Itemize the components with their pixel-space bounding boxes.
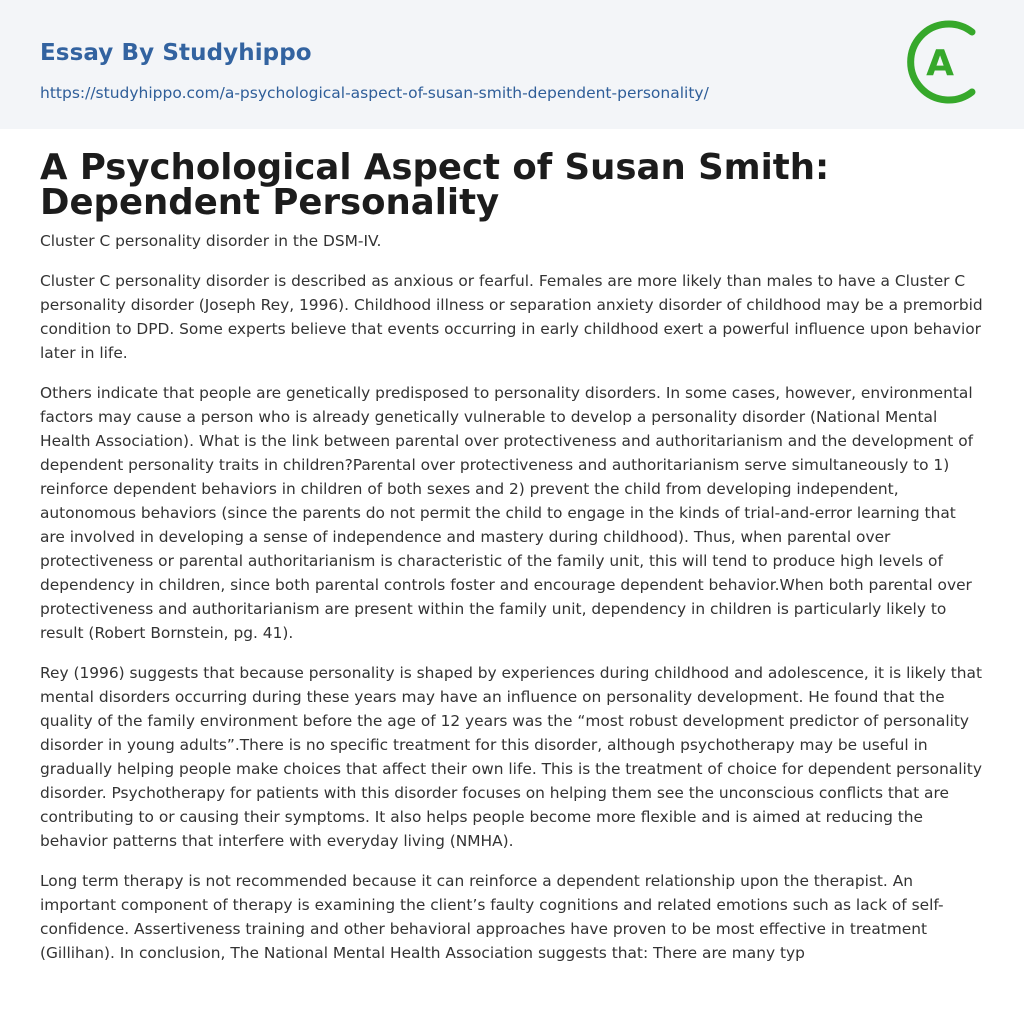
paragraph-1: Cluster C personality disorder in the DSM-IV. [40, 232, 382, 250]
paragraph-2: Cluster C personality disorder is described as anxious or fearful. Females are more likely than males to have a Cluster C personality disorder (Joseph Rey, 1996). Childhood illness or separation anxiety disorder of childhood may be a premorbid condition to DPD. Some experts believe that events occurring in early childhood exert a powerful influence upon behavior later in life. [40, 272, 983, 362]
essay-url-link[interactable]: https://studyhippo.com/a-psychological-aspect-of-susan-smith-dependent-personality/ [40, 84, 709, 102]
paragraph-4: Rey (1996) suggests that because personality is shaped by experiences during childhood and adolescence, it is likely that mental disorders occurring during these years may have an influence on personality development. He found that the quality of the family environment before the age of 12 years was the “most robust development predictor of personality disorder in young adults”.There is no specific treatment for this disorder, although psychotherapy may be useful in gradually helping people make choices that affect their own life. This is the treatment of choice for dependent personality disorder. Psychotherapy for patients with this disorder focuses on helping them see the unconscious conflicts that are contributing to or causing their symptoms. It also helps people become more flexible and is aimed at reducing the behavior patterns that interfere with everyday living (NMHA). [40, 664, 983, 850]
paragraph-5: Long term therapy is not recommended because it can reinforce a dependent relationship upon the therapist. An important component of therapy is examining the client’s faulty cognitions and related emotions such as lack of self-confidence. Assertiveness training and other behavioral approaches have proven to be most effective in treatment (Gillihan). In conclusion, The National Mental Health Association suggests that: There are many typ [40, 872, 944, 962]
page-title: A Psychological Aspect of Susan Smith: Dependent Personality [40, 147, 830, 223]
paragraph-3: Others indicate that people are genetically predisposed to personality disorders. In some cases, however, environmental factors may cause a person who is already genetically vulnerable to develop a personality disorder (National Mental Health Association). What is the link between parental over protectiveness and authoritarianism and the development of dependent personality traits in children?Parental over protectiveness and authoritarianism serve simultaneously to 1) reinforce dependent behaviors in children of both sexes and 2) prevent the child from developing independent, autonomous behaviors (since the parents do not permit the child to engage in the kinds of trial-and-error learning that are involved in developing a sense of independence and mastery during childhood). Thus, when parental over protectiveness or parental authoritarianism is characteristic of the family unit, this will tend to produce high levels of dependency in children, since both parental controls foster and encourage dependent behavior.When both parental over protectiveness and authoritarianism are present within the family unit, dependency in children is particularly likely to result (Robert Bornstein, pg. 41). [40, 384, 974, 642]
brand-title[interactable]: Essay By Studyhippo [40, 40, 312, 66]
logo-letter: A [926, 43, 954, 84]
article-body [40, 229, 984, 981]
